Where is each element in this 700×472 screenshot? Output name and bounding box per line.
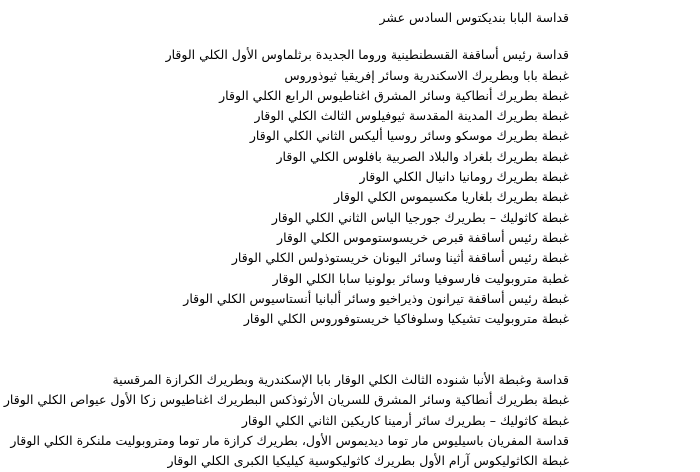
recipient-line: غطبة متروبوليت فارسوفيا وسائر بولونيا سابا الكلي الوقار (272, 270, 569, 286)
recipient-line: غبطة كاثوليك – بطريرك سائر أرمينا كاريكين الثاني الكلي الوقار (241, 412, 569, 428)
blank-line (0, 28, 569, 45)
recipient-line: غبطة رئيس أساقفة أثينا وسائر اليونان خريستوذولس الكلي الوقار (231, 250, 569, 266)
recipient-line: غبطة بطريرك رومانيا دانيال الكلي الوقار (359, 169, 569, 185)
recipient-line: غبطة كاثوليك – بطريرك جورجيا الياس الثاني الكلي الوقار (271, 209, 569, 225)
document-body (0, 8, 569, 472)
recipient-line: غبطة متروبوليت تشيكيا وسلوفاكيا خريستوفوروس الكلي الوقار (243, 311, 569, 327)
recipient-line: قداسة رئيس أساقفة القسطنطينية وروما الجديدة برثلماوس الأول الكلي الوقار (165, 47, 569, 63)
recipient-line: قداسة وغبطة الأنبا شنوده الثالث الكلي الوقار بابا الإسكندرية وبطريرك الكرازة المرقسية (112, 372, 569, 388)
recipient-line: غبطة بابا وبطريرك الاسكندرية وسائر إفريقيا ثيوذوروس (284, 67, 569, 83)
recipient-line: غبطة بطريرك موسكو وسائر روسيا أليكس الثاني الكلي الوقار (249, 128, 569, 144)
blank-line (0, 329, 569, 349)
document-title: قداسة البابا بنديكتوس السادس عشر (379, 10, 569, 25)
recipient-line: غبطة بطريرك بلغاريا مكسيموس الكلي الوقار (334, 189, 569, 205)
recipient-line: قداسة المفريان باسيليوس مار توما ديديموس الأول، بطريرك كرازة مار توما ومتروبوليت ملنكرة الكلي الوقار (10, 432, 569, 448)
blank-line (0, 350, 569, 370)
recipient-line: غبطة بطريرك أنطاكية وسائر المشرق للسريان الأرثوذكس البطريرك اغناطيوس زكا الأول عيواص الكلي الوقار (3, 392, 569, 408)
recipient-line: غبطة بطريرك بلغراد والبلاد الصربية بافلوس الكلي الوقار (276, 148, 569, 164)
recipient-line: غبطة رئيس أساقفة تيرانون وذيراخيو وسائر ألبانيا أنستاسيوس الكلي الوقار (183, 290, 569, 306)
recipient-line: غبطة رئيس أساقفة قبرص خريسوستوموس الكلي الوقار (277, 229, 569, 245)
recipient-line: غبطة بطريرك المدينة المقدسة ثيوفيلوس الثالث الكلي الوقار (254, 108, 569, 124)
recipient-line: غبطة الكاثوليكوس آرام الأول بطريرك كاثوليكوسية كيليكيا الكبرى الكلي الوقار (167, 453, 569, 469)
recipient-line: غبطة بطريرك أنطاكية وسائر المشرق اغناطيوس الرابع الكلي الوقار (219, 87, 569, 103)
